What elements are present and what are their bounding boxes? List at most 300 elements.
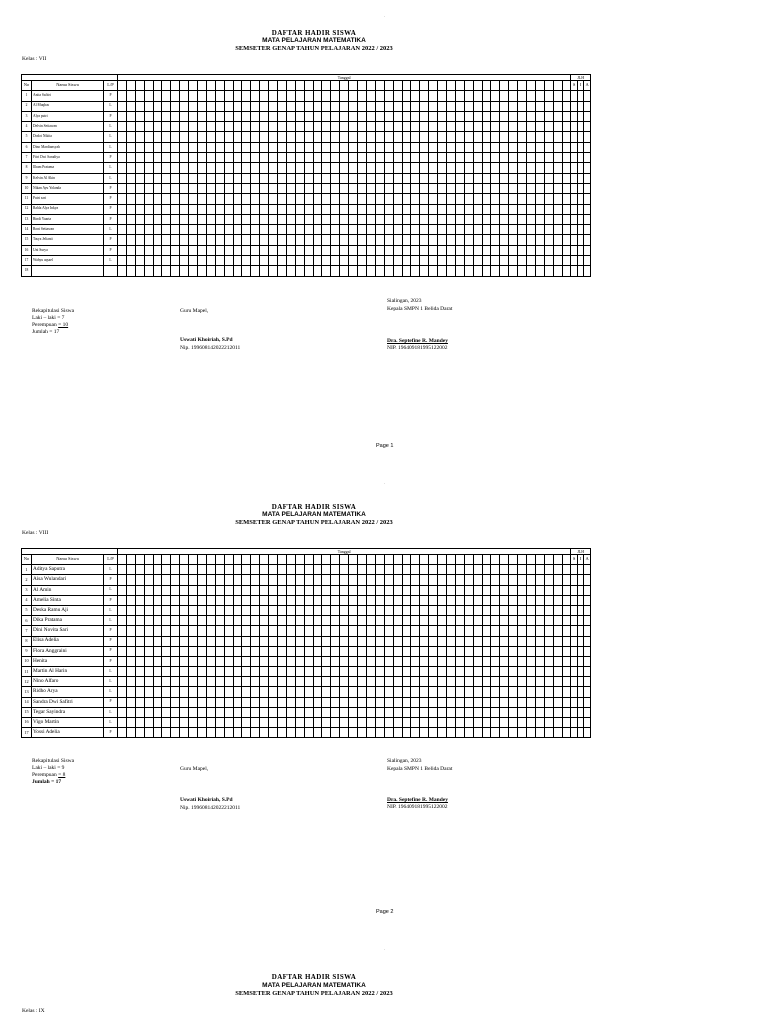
attendance-cell [491,697,500,707]
attendance-cell [464,122,473,132]
attendance-cell [518,111,527,121]
attendance-cell [304,235,313,245]
attendance-cell [153,616,162,626]
attendance-cell [295,626,304,636]
attendance-cell [153,225,162,235]
attendance-cell [584,173,591,183]
attendance-cell [518,646,527,656]
attendance-cell [491,183,500,193]
attendance-cell [375,646,384,656]
attendance-cell [526,256,535,266]
head-nip: NIP. 196409181995122002 [387,345,448,351]
date-cell [162,555,171,565]
attendance-cell [251,728,260,738]
attendance-cell [340,111,349,121]
attendance-cell [269,656,278,666]
attendance-cell [455,235,464,245]
attendance-cell [411,111,420,121]
attendance-cell [473,214,482,224]
attendance-cell [526,636,535,646]
attendance-cell [358,153,367,163]
attendance-cell [278,173,287,183]
student-name: Wahyu aqsael [32,256,104,266]
student-name: Nikan Ayu Yolanda [32,183,104,193]
attendance-cell [562,101,571,111]
attendance-cell [429,616,438,626]
attendance-cell [286,101,295,111]
date-cell [349,555,358,565]
table-row [22,585,591,595]
attendance-cell [384,132,393,142]
attendance-cell [135,183,144,193]
student-lp: L [104,677,118,687]
attendance-cell [438,646,447,656]
attendance-cell [215,707,224,717]
attendance-cell [491,728,500,738]
attendance-cell [278,565,287,575]
attendance-cell [206,142,215,152]
attendance-cell [340,101,349,111]
attendance-cell [500,718,509,728]
attendance-cell [482,636,491,646]
attendance-cell [171,204,180,214]
attendance-cell [233,235,242,245]
attendance-cell [526,204,535,214]
attendance-cell [544,656,553,666]
attendance-cell [251,605,260,615]
student-lp [104,266,118,276]
attendance-cell [384,636,393,646]
attendance-cell [313,214,322,224]
attendance-cell [491,565,500,575]
dot-mark: . [384,14,386,19]
attendance-cell [153,91,162,101]
attendance-cell [553,626,562,636]
attendance-cell [584,595,591,605]
attendance-cell [509,697,518,707]
attendance-cell [420,173,429,183]
attendance-cell [420,194,429,204]
attendance-cell [233,142,242,152]
student-name: Kelvin Al Akin [32,173,104,183]
attendance-cell [393,245,402,255]
attendance-cell [464,677,473,687]
attendance-cell [393,728,402,738]
attendance-cell [455,646,464,656]
attendance-cell [500,153,509,163]
attendance-cell [286,132,295,142]
attendance-cell [278,626,287,636]
attendance-cell [278,575,287,585]
attendance-cell [384,677,393,687]
attendance-cell [544,204,553,214]
attendance-cell [180,575,189,585]
attendance-cell [411,605,420,615]
student-lp: L [104,585,118,595]
attendance-cell [562,266,571,276]
page-3 [0,932,768,1024]
attendance-cell [224,667,233,677]
attendance-cell [464,225,473,235]
attendance-cell [162,245,171,255]
attendance-cell [126,204,135,214]
date-cell [118,81,127,91]
attendance-cell [482,153,491,163]
attendance-cell [518,707,527,717]
attendance-cell [473,91,482,101]
attendance-cell [420,235,429,245]
attendance-cell [118,266,127,276]
attendance-cell [455,245,464,255]
attendance-cell [269,245,278,255]
attendance-cell [482,728,491,738]
attendance-cell [189,707,198,717]
attendance-cell [331,575,340,585]
attendance-cell [198,235,207,245]
attendance-cell [331,225,340,235]
student-lp: L [104,616,118,626]
attendance-cell [349,605,358,615]
attendance-cell [224,91,233,101]
attendance-cell [295,646,304,656]
attendance-cell [171,565,180,575]
attendance-cell [198,656,207,666]
attendance-cell [402,245,411,255]
attendance-cell [349,142,358,152]
date-cell [544,81,553,91]
date-cell [126,81,135,91]
attendance-cell [135,266,144,276]
attendance-cell [135,225,144,235]
attendance-cell [366,122,375,132]
date-cell [251,555,260,565]
attendance-cell [411,204,420,214]
attendance-cell [518,667,527,677]
attendance-cell [375,626,384,636]
attendance-cell [304,667,313,677]
attendance-cell [402,616,411,626]
attendance-cell [553,225,562,235]
attendance-cell [500,163,509,173]
attendance-cell [295,697,304,707]
attendance-cell [224,697,233,707]
table-row [22,142,591,152]
attendance-cell [242,225,251,235]
attendance-cell [411,687,420,697]
attendance-cell [349,616,358,626]
attendance-cell [420,142,429,152]
attendance-cell [455,101,464,111]
attendance-cell [135,575,144,585]
attendance-cell [215,194,224,204]
attendance-cell [438,183,447,193]
attendance-cell [295,132,304,142]
attendance-cell [535,91,544,101]
date-cell [509,555,518,565]
attendance-cell [562,245,571,255]
student-no: 7 [22,626,32,636]
attendance-cell [535,235,544,245]
attendance-cell [491,101,500,111]
attendance-cell [500,656,509,666]
lp-header: L/P [104,81,118,91]
attendance-cell [402,687,411,697]
attendance-cell [366,605,375,615]
attendance-cell [366,173,375,183]
attendance-cell [411,194,420,204]
attendance-cell [500,91,509,101]
attendance-cell [295,235,304,245]
attendance-cell [286,266,295,276]
student-name: Tasya Jelianti [32,235,104,245]
attendance-cell [584,183,591,193]
attendance-cell [278,132,287,142]
student-name: Aisa Wulandari [32,575,104,585]
attendance-cell [118,656,127,666]
attendance-cell [526,687,535,697]
attendance-cell [553,194,562,204]
attendance-cell [553,636,562,646]
attendance-cell [482,616,491,626]
attendance-cell [340,728,349,738]
attendance-cell [491,122,500,132]
attendance-cell [304,225,313,235]
attendance-cell [153,728,162,738]
attendance-cell [438,667,447,677]
attendance-cell [126,153,135,163]
recap-perempuan: Perempuan = 10 [32,322,69,328]
attendance-cell [180,646,189,656]
date-cell [420,81,429,91]
attendance-cell [562,214,571,224]
attendance-cell [429,91,438,101]
attendance-cell [393,214,402,224]
attendance-cell [509,646,518,656]
attendance-cell [313,656,322,666]
attendance-cell [384,667,393,677]
attendance-cell [118,697,127,707]
attendance-cell [393,575,402,585]
attendance-cell [358,718,367,728]
attendance-cell [500,204,509,214]
attendance-cell [411,235,420,245]
attendance-cell [544,626,553,636]
attendance-cell [171,595,180,605]
attendance-cell [500,707,509,717]
attendance-cell [526,585,535,595]
attendance-cell [144,595,153,605]
attendance-cell [584,91,591,101]
attendance-cell [473,667,482,677]
attendance-cell [438,194,447,204]
date-cell [153,81,162,91]
attendance-cell [242,646,251,656]
table-row [22,707,591,717]
attendance-cell [358,646,367,656]
no-header: No [22,555,32,565]
attendance-cell [242,605,251,615]
attendance-cell [206,163,215,173]
attendance-cell [411,646,420,656]
attendance-cell [526,183,535,193]
attendance-cell [126,235,135,245]
attendance-cell [429,687,438,697]
attendance-cell [491,575,500,585]
date-cell [553,81,562,91]
attendance-cell [384,266,393,276]
attendance-cell [269,132,278,142]
attendance-cell [535,626,544,636]
attendance-cell [349,687,358,697]
attendance-cell [118,194,127,204]
attendance-cell [144,626,153,636]
attendance-cell [144,687,153,697]
attendance-cell [438,585,447,595]
attendance-cell [491,656,500,666]
attendance-cell [438,707,447,717]
date-cell [464,555,473,565]
attendance-cell [224,626,233,636]
attendance-cell [349,204,358,214]
attendance-cell [384,245,393,255]
student-name [32,266,104,276]
attendance-cell [286,697,295,707]
attendance-cell [153,163,162,173]
attendance-cell [509,585,518,595]
attendance-cell [331,677,340,687]
attendance-cell [189,173,198,183]
attendance-cell [269,173,278,183]
attendance-cell [473,204,482,214]
date-cell [189,81,198,91]
attendance-cell [366,626,375,636]
attendance-cell [349,718,358,728]
attendance-cell [251,575,260,585]
attendance-cell [251,132,260,142]
attendance-cell [215,687,224,697]
attendance-cell [375,153,384,163]
attendance-cell [411,707,420,717]
attendance-cell [260,266,269,276]
doc-subject: MATA PELAJARAN MATEMATIKA [262,37,366,44]
attendance-cell [269,626,278,636]
attendance-cell [402,225,411,235]
attendance-cell [206,225,215,235]
attendance-cell [322,266,331,276]
attendance-cell [144,214,153,224]
teacher-name: Uswati Khoiriah, S.Pd [180,797,233,803]
attendance-cell [233,646,242,656]
attendance-cell [242,132,251,142]
teacher-name: Uswati Khoiriah, S.Pd [180,337,233,343]
attendance-cell [304,718,313,728]
attendance-cell [171,266,180,276]
attendance-cell [331,245,340,255]
kelas-label: Kelas : VIII [22,530,49,536]
attendance-cell [180,153,189,163]
date-cell [144,555,153,565]
attendance-cell [144,585,153,595]
attendance-cell [189,575,198,585]
student-name: Ridho Arya [32,687,104,697]
student-name: Dodot Nikita [32,132,104,142]
attendance-cell [358,626,367,636]
attendance-cell [180,266,189,276]
attendance-cell [189,256,198,266]
date-cell [535,81,544,91]
attendance-cell [189,142,198,152]
nama-header: Nama Siswa [32,555,104,565]
attendance-cell [206,214,215,224]
attendance-cell [295,256,304,266]
attendance-cell [171,646,180,656]
attendance-cell [420,565,429,575]
attendance-cell [349,214,358,224]
attendance-cell [198,183,207,193]
table-row [22,122,591,132]
attendance-cell [340,91,349,101]
attendance-cell [420,225,429,235]
attendance-cell [242,616,251,626]
attendance-cell [393,266,402,276]
attendance-cell [358,111,367,121]
attendance-cell [455,204,464,214]
attendance-cell [358,656,367,666]
student-lp: L [104,225,118,235]
attendance-cell [553,111,562,121]
date-cell [304,555,313,565]
kepala-label: Kepala SMPN 1 Belida Darat [387,306,453,312]
attendance-cell [215,565,224,575]
attendance-cell [420,111,429,121]
attendance-cell [162,111,171,121]
attendance-cell [180,142,189,152]
table-row [22,91,591,101]
attendance-cell [135,565,144,575]
attendance-cell [464,626,473,636]
attendance-cell [349,111,358,121]
date-cell [526,81,535,91]
attendance-cell [135,656,144,666]
attendance-cell [331,595,340,605]
attendance-cell [491,163,500,173]
student-lp: P [104,626,118,636]
student-no: 8 [22,163,32,173]
attendance-cell [269,163,278,173]
attendance-cell [438,111,447,121]
attendance-cell [215,214,224,224]
attendance-cell [384,163,393,173]
attendance-cell [482,122,491,132]
attendance-cell [269,101,278,111]
attendance-cell [153,718,162,728]
attendance-cell [171,235,180,245]
attendance-cell [278,91,287,101]
attendance-cell [215,718,224,728]
attendance-cell [242,565,251,575]
attendance-cell [349,183,358,193]
attendance-cell [189,183,198,193]
attendance-cell [464,153,473,163]
attendance-cell [420,718,429,728]
guru-label: Guru Mapel, [180,308,209,314]
attendance-cell [429,646,438,656]
attendance-cell [286,91,295,101]
attendance-cell [384,575,393,585]
student-no: 11 [22,194,32,204]
student-lp: P [104,697,118,707]
attendance-cell [189,585,198,595]
